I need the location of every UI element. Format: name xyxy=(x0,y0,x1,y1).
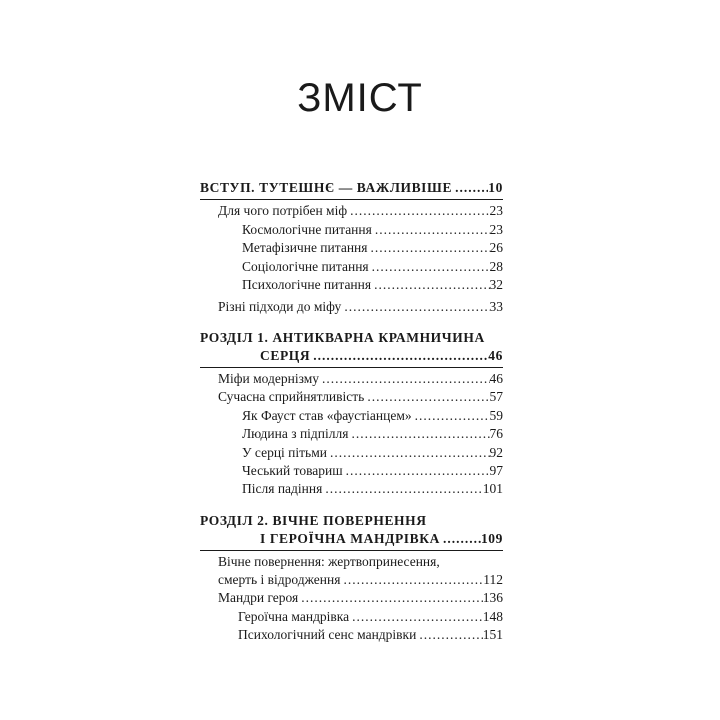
toc-subentry xyxy=(242,445,503,461)
leader-dots xyxy=(343,463,490,479)
toc-subentry xyxy=(242,259,503,275)
toc-page-number: 26 xyxy=(489,240,503,255)
toc-entry-title: РОЗДІЛ 1. АНТИКВАРНА КРАМНИЧИНА xyxy=(200,330,485,345)
toc-subentry xyxy=(242,463,503,479)
toc-entry-title: Героїчна мандрівка xyxy=(238,609,350,624)
leader-dots xyxy=(364,389,489,405)
toc-entry-title: І ГЕРОЇЧНА МАНДРІВКА xyxy=(260,531,440,546)
toc-page-number: 23 xyxy=(489,222,503,237)
toc-entry-title: Психологічний сенс мандрівки xyxy=(238,627,417,642)
toc-page-number: 59 xyxy=(489,408,503,423)
toc-subentry xyxy=(242,240,503,256)
leader-dots xyxy=(372,222,490,238)
toc-entry-title: Метафізичне питання xyxy=(242,240,368,255)
toc-subentry xyxy=(242,426,503,442)
toc-page-number: 23 xyxy=(489,203,503,218)
toc-page-number: 109 xyxy=(480,531,503,546)
toc-entry-title: Чеський товариш xyxy=(242,463,343,478)
leader-dots xyxy=(369,259,490,275)
toc-page-number: 92 xyxy=(489,445,503,460)
section-rule xyxy=(200,367,503,368)
toc-page-number: 97 xyxy=(489,463,503,478)
toc-entry-title: У серці пітьми xyxy=(242,445,327,460)
toc-page-number: 112 xyxy=(483,572,503,587)
toc-subentry xyxy=(242,481,503,497)
leader-dots xyxy=(347,203,489,219)
toc-entry-title: смерть і відродження xyxy=(218,572,341,587)
toc-chapter-2-cont xyxy=(260,531,503,547)
section-rule xyxy=(200,550,503,551)
toc-entry-cont xyxy=(218,572,503,588)
toc-entry-title: Космологічне питання xyxy=(242,222,372,237)
toc-page-number: 57 xyxy=(489,389,503,404)
leader-dots xyxy=(349,609,483,625)
toc-chapter-1-cont xyxy=(260,348,503,364)
section-rule xyxy=(200,199,503,200)
leader-dots xyxy=(319,371,489,387)
toc-entry xyxy=(218,371,503,387)
toc-entry-title: Різні підходи до міфу xyxy=(218,299,342,314)
toc-subentry xyxy=(238,609,503,625)
leader-dots xyxy=(452,180,488,196)
toc-subentry xyxy=(242,408,503,424)
toc-entry xyxy=(218,389,503,405)
leader-dots xyxy=(412,408,490,424)
toc-page-number: 136 xyxy=(482,590,503,605)
toc-entry-title: Міфи модернізму xyxy=(218,371,320,386)
toc-chapter-2 xyxy=(200,513,503,529)
toc-entry xyxy=(218,203,503,219)
toc-entry xyxy=(218,590,503,606)
toc-page-number: 151 xyxy=(482,627,503,642)
leader-dots xyxy=(327,445,490,461)
toc-page-number: 10 xyxy=(488,180,503,195)
toc-subentry xyxy=(242,222,503,238)
leader-dots xyxy=(440,531,481,547)
toc-entry-title: Психологічне питання xyxy=(242,277,372,292)
toc-page-number: 32 xyxy=(489,277,503,292)
leader-dots xyxy=(322,481,482,497)
toc-chapter-1 xyxy=(200,330,503,346)
toc-subentry xyxy=(238,627,503,643)
leader-dots xyxy=(340,572,483,588)
toc-entry-title: Сучасна сприйнятливість xyxy=(218,389,365,404)
toc-page-number: 33 xyxy=(489,299,503,314)
toc-entry xyxy=(218,299,503,315)
leader-dots xyxy=(310,348,488,364)
toc-chapter-intro xyxy=(200,180,503,196)
leader-dots xyxy=(367,240,489,256)
toc-entry-title: Вічне повернення: жертвопринесення, xyxy=(218,554,440,569)
toc-page-number: 101 xyxy=(482,481,503,496)
toc-page-number: 76 xyxy=(489,426,503,441)
toc-page-number: 148 xyxy=(482,609,503,624)
toc-entry-title: Як Фауст став «фаустіанцем» xyxy=(242,408,412,423)
toc-entry-title: Після падіння xyxy=(242,481,323,496)
toc-entry-title: Для чого потрібен міф xyxy=(218,203,348,218)
toc-entry-title: Мандри героя xyxy=(218,590,299,605)
leader-dots xyxy=(298,590,483,606)
page-title: ЗМІСТ xyxy=(297,76,423,120)
toc-subentry xyxy=(242,277,503,293)
toc-entry-title: РОЗДІЛ 2. ВІЧНЕ ПОВЕРНЕННЯ xyxy=(200,513,427,528)
leader-dots xyxy=(371,277,489,293)
toc-page-number: 46 xyxy=(488,348,503,363)
toc-entry xyxy=(218,554,503,570)
leader-dots xyxy=(348,426,489,442)
leader-dots xyxy=(416,627,482,643)
leader-dots xyxy=(341,299,489,315)
toc-page-number: 28 xyxy=(489,259,503,274)
toc-entry-title: СЕРЦЯ xyxy=(260,348,311,363)
toc-entry-title: Людина з підпілля xyxy=(242,426,349,441)
toc-entry-title: Соціологічне питання xyxy=(242,259,369,274)
toc-entry-title: ВСТУП. ТУТЕШНЄ — ВАЖЛИВІШЕ xyxy=(200,180,453,195)
toc-page-number: 46 xyxy=(489,371,503,386)
